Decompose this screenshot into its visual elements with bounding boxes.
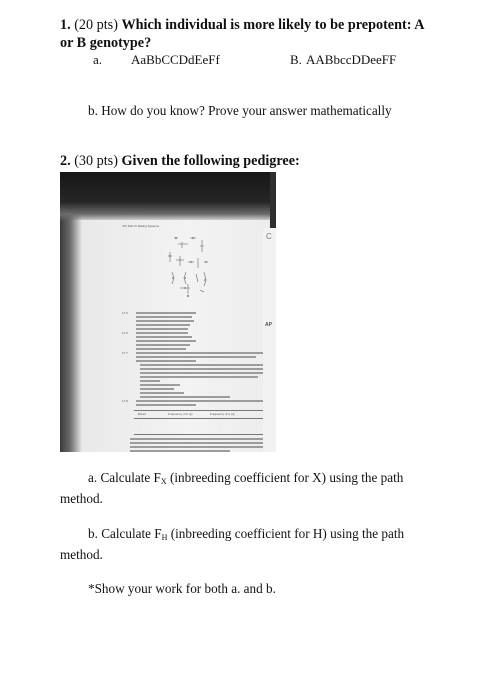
adjacent-page-sliver xyxy=(263,228,276,452)
q2-note: *Show your work for both a. and b. xyxy=(88,581,276,596)
table-col-breed: Breed xyxy=(138,412,147,416)
table-col-freq-a-small: Frequency of a (q) xyxy=(210,412,235,416)
q2-part-b-continued: method. xyxy=(60,547,103,562)
q1-number: 1. xyxy=(60,17,71,33)
q2-part-b-subscript: H xyxy=(161,533,168,542)
q2-points: (30 pts) xyxy=(74,153,118,169)
q2-part-a-prefix: a. Calculate F xyxy=(88,470,161,485)
q1-question-line2: or B genotype? xyxy=(60,35,152,51)
q2-part-a-suffix: (inbreeding coefficient for X) using the path xyxy=(166,470,404,485)
sliver-letter: C xyxy=(266,232,272,241)
q1-part-b: b. How do you know? Prove your answer mathematically xyxy=(88,103,392,118)
exercise-17-5: 17.5 xyxy=(122,331,128,335)
q2-part-a-subscript: X xyxy=(160,477,167,486)
q2-heading: Given the following pedigree: xyxy=(121,153,300,169)
q1-question-line1: Which individual is more likely to be prepotent: A xyxy=(121,17,425,33)
q2-part-b-prefix: b. Calculate F xyxy=(88,526,162,541)
exercise-17-7: 17.7 xyxy=(122,351,128,355)
q1-option-b-label: B. xyxy=(290,52,302,67)
q1-option-b-genotype: AABbccDDeeFF xyxy=(306,52,397,67)
photo-dark-edge xyxy=(60,172,276,220)
q2-part-a xyxy=(88,468,403,491)
table-col-freq-a: Frequency of A (p) xyxy=(168,412,193,416)
exercise-17-8: 17.8 xyxy=(122,399,128,403)
q1-option-a-label: a. xyxy=(93,52,103,67)
q1-option-a-genotype: AaBbCCDdEeFf xyxy=(131,52,220,67)
q1-line-1 xyxy=(60,16,424,34)
q2-part-b-suffix: (inbreeding coefficient for H) using the path xyxy=(167,526,405,541)
exercise-17-6: 17.6 xyxy=(122,311,128,315)
photo-header-text: 476 Part IV Mating Systems xyxy=(122,224,160,228)
pedigree-photo: 476 Part IV Mating Systems 17.6 17.5 17.7 17.8 Breed Frequency of A (p) Frequency of a (q) · · · · · · · · · xyxy=(60,172,276,452)
q2-number: 2. xyxy=(60,153,71,169)
q2-part-a-continued: method. xyxy=(60,491,103,506)
q1-points: (20 pts) xyxy=(74,17,118,33)
sliver-text: AP xyxy=(265,322,272,328)
q2-part-b xyxy=(88,524,404,547)
pedigree-diagram xyxy=(160,232,220,302)
q2-heading-line xyxy=(60,152,300,170)
